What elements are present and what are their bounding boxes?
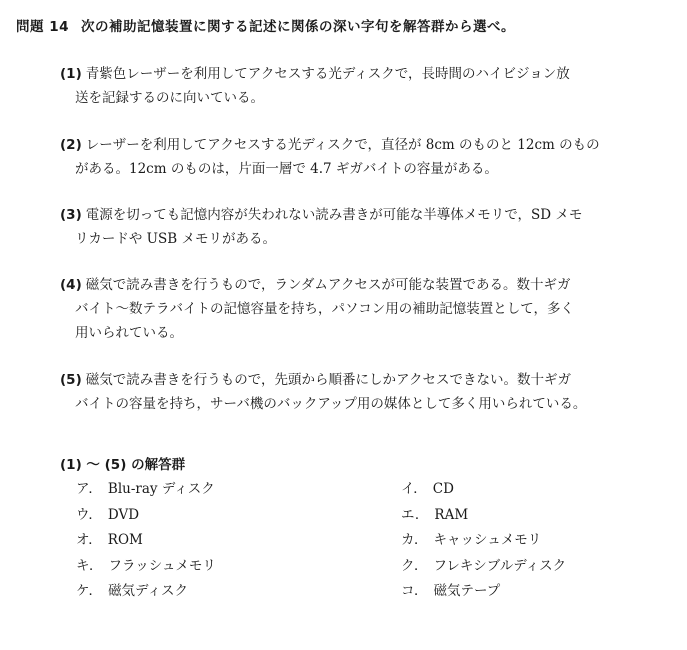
choice-ka [401,528,636,554]
question-text-line: 送を記録するのに向いている。 [75,90,264,106]
problem-number: 問題 14 [16,19,69,35]
choice-key: ア． [76,481,102,497]
choice-e [401,503,636,529]
question-text-line: バイトの容量を持ち，サーバ機のバックアップ用の媒体として多く用いられている。 [75,396,587,412]
question-text-line: バイト～数テラバイトの記憶容量を持ち，パソコン用の補助記憶装置として，多く [75,301,574,317]
choice-text: Blu-ray ディスク [107,481,215,497]
choice-key: ウ． [76,506,102,523]
question-3 [60,203,645,251]
choice-text: RAM [434,506,469,523]
question-text-line: リカードや USB メモリがある。 [75,231,276,247]
choice-u [76,503,401,529]
choice-text: 磁気ディスク [108,583,188,599]
question-number: (5) [60,372,82,388]
choice-text: フレキシブルディスク [433,557,567,574]
choice-key: ケ． [76,583,103,599]
question-text-line: 青紫色レーザーを利用してアクセスする光ディスクで，長時間のハイビジョン放 [85,66,570,82]
choice-key: イ． [401,481,427,497]
question-4 [60,273,645,345]
choice-key: カ． [401,532,428,548]
question-text-line: 用いられている。 [75,325,183,341]
choice-text: 磁気テープ [433,583,501,599]
choice-key: エ． [401,506,429,523]
choice-i [401,477,636,503]
choice-ku [401,554,636,580]
choice-key: コ． [401,583,428,599]
question-text-line: がある。12cm のものは，片面一層で 4.7 ギガバイトの容量がある。 [75,161,498,177]
choice-key: オ． [76,532,102,548]
question-number: (1) [60,66,82,82]
choice-ki [76,554,401,580]
question-text-line: 電源を切っても記憶内容が失われない読み書きが可能な半導体メモリで，SD メモ [85,207,583,223]
question-2 [60,133,645,181]
choice-a [76,477,401,503]
choice-ke [76,579,401,605]
question-number: (2) [60,137,82,153]
question-number: (4) [60,277,82,293]
answer-choices [76,477,636,605]
question-text-line: レーザーを利用してアクセスする光ディスクで，直径が 8cm のものと 12cm のもの [85,137,600,153]
question-5 [60,368,645,416]
problem-title [16,15,515,35]
question-1 [60,62,645,110]
choice-text: CD [432,481,454,497]
choice-key: ク． [401,557,428,574]
question-text-line: 磁気で読み書きを行うもので，先頭から順番にしかアクセスできない。数十ギガ [85,372,572,388]
choice-text: DVD [107,506,140,523]
question-text-line: 磁気で読み書きを行うもので，ランダムアクセスが可能な装置である。数十ギガ [85,277,571,293]
answer-group-heading: (1) ～ (5) の解答群 [60,457,186,473]
choice-text: ROM [107,532,143,548]
choice-text: フラッシュメモリ [108,557,216,574]
choice-text: キャッシュメモリ [433,532,542,548]
choice-ko [401,579,636,605]
choice-o [76,528,401,554]
problem-instruction: 次の補助記憶装置に関する記述に関係の深い字句を解答群から選べ。 [81,19,515,35]
question-number: (3) [60,207,82,223]
choice-key: キ． [76,557,103,574]
